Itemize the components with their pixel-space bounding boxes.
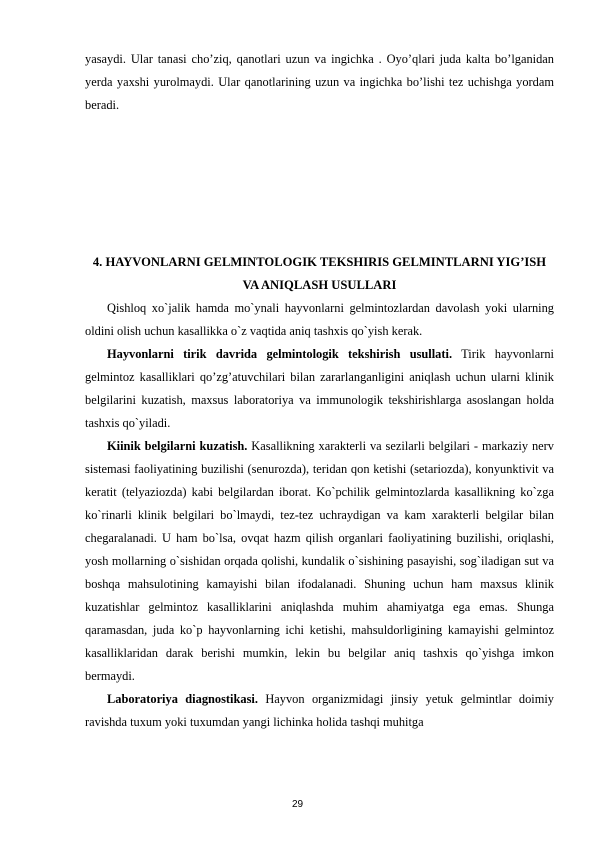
paragraph-clinical-signs-text: Kasallikning xarakterli va sezilarli belgilari - markaziy nerv sistemasi faoliyatining buzilishi (senurozda), teridan qon ketishi (setariozda), konyunktivit va keratit (telyaziozda) kabi belgilardan iborat. Ko`pchilik gelmintozlarda kasallikning ko`zga ko`rinarli klinik belgilari bo`lmaydi, tez-tez uchraydigan va kam xarakterli belgilar bilan chegaralanadi. U ham bo`lsa, ovqat hazm qilish organlari faoliyatining buzilishi, oriqlashi, yosh mollarning o`sishidan orqada qolishi, kundalik o`sishining pasayishi, sog`iladigan sut va boshqa mahsulotining kamayishi bilan ifodalanadi. Shuning uchun ham maxsus klinik kuzatishlar gelmintoz kasalliklarini aniqlashda muhim ahamiyatga ega emas. Shunga qaramasdan, juda ko`p hayvonlarning ichi ketishi, mahsuldorligining kamayishi gelmintoz kasalliklaridan darak berishi mumkin, lekin bu belgilar aniq tashxis qo`yishga imkon bermaydi.	[85, 439, 554, 683]
subheading-live-examination: Hayvonlarni tirik davrida gelmintologik tekshirish usullati.	[107, 347, 453, 361]
paragraph-laboratory-diagnostics-text: Hayvon organizmidagi jinsiy yetuk gelmintlar doimiy ravishda tuxum yoki tuxumdan yangi lichinka holida tashqi muhitga	[85, 692, 554, 729]
paragraph-laboratory-diagnostics	[85, 688, 554, 734]
subheading-laboratory-diagnostics: Laboratoriya diagnostikasi.	[107, 692, 258, 706]
paragraph-live-examination-text: Tirik hayvonlarni gelmintoz kasalliklari qo’zg’atuvchilari bilan zararlanganligini aniqlash uchun ularni klinik belgilarini kuzatish, maxsus laboratoriya va immunologik tekshirishlarga asoslangan holda tashxis qo`yiladi.	[85, 347, 554, 430]
paragraph-intro: Qishloq xo`jalik hamda mo`ynali hayvonlarni gelmintozlardan davolash yoki ularning oldini olish uchun kasallikka o`z vaqtida aniq tashxis qo`yish kerak.	[85, 301, 554, 338]
page-number: 29	[291, 799, 304, 810]
section-heading: 4. HAYVONLARNI GELMINTOLOGIK TEKSHIRIS GELMINTLARNI YIG’ISH VA ANIQLASH USULLARI	[92, 255, 547, 292]
blank-space	[85, 117, 554, 251]
paragraph-continuation: yasaydi. Ular tanasi cho’ziq, qanotlari uzun va ingichka . Oyo’qlari juda kalta bo’lganidan yerda yaxshi yurolmaydi. Ular qanotlarining uzun va ingichka bo’lishi tez uchishga yordam beradi.	[85, 52, 554, 112]
paragraph-live-examination	[85, 343, 554, 435]
document-page	[85, 48, 554, 734]
paragraph-clinical-signs	[85, 435, 554, 688]
subheading-clinical-signs: Kiinik belgilarni kuzatish.	[107, 439, 248, 453]
